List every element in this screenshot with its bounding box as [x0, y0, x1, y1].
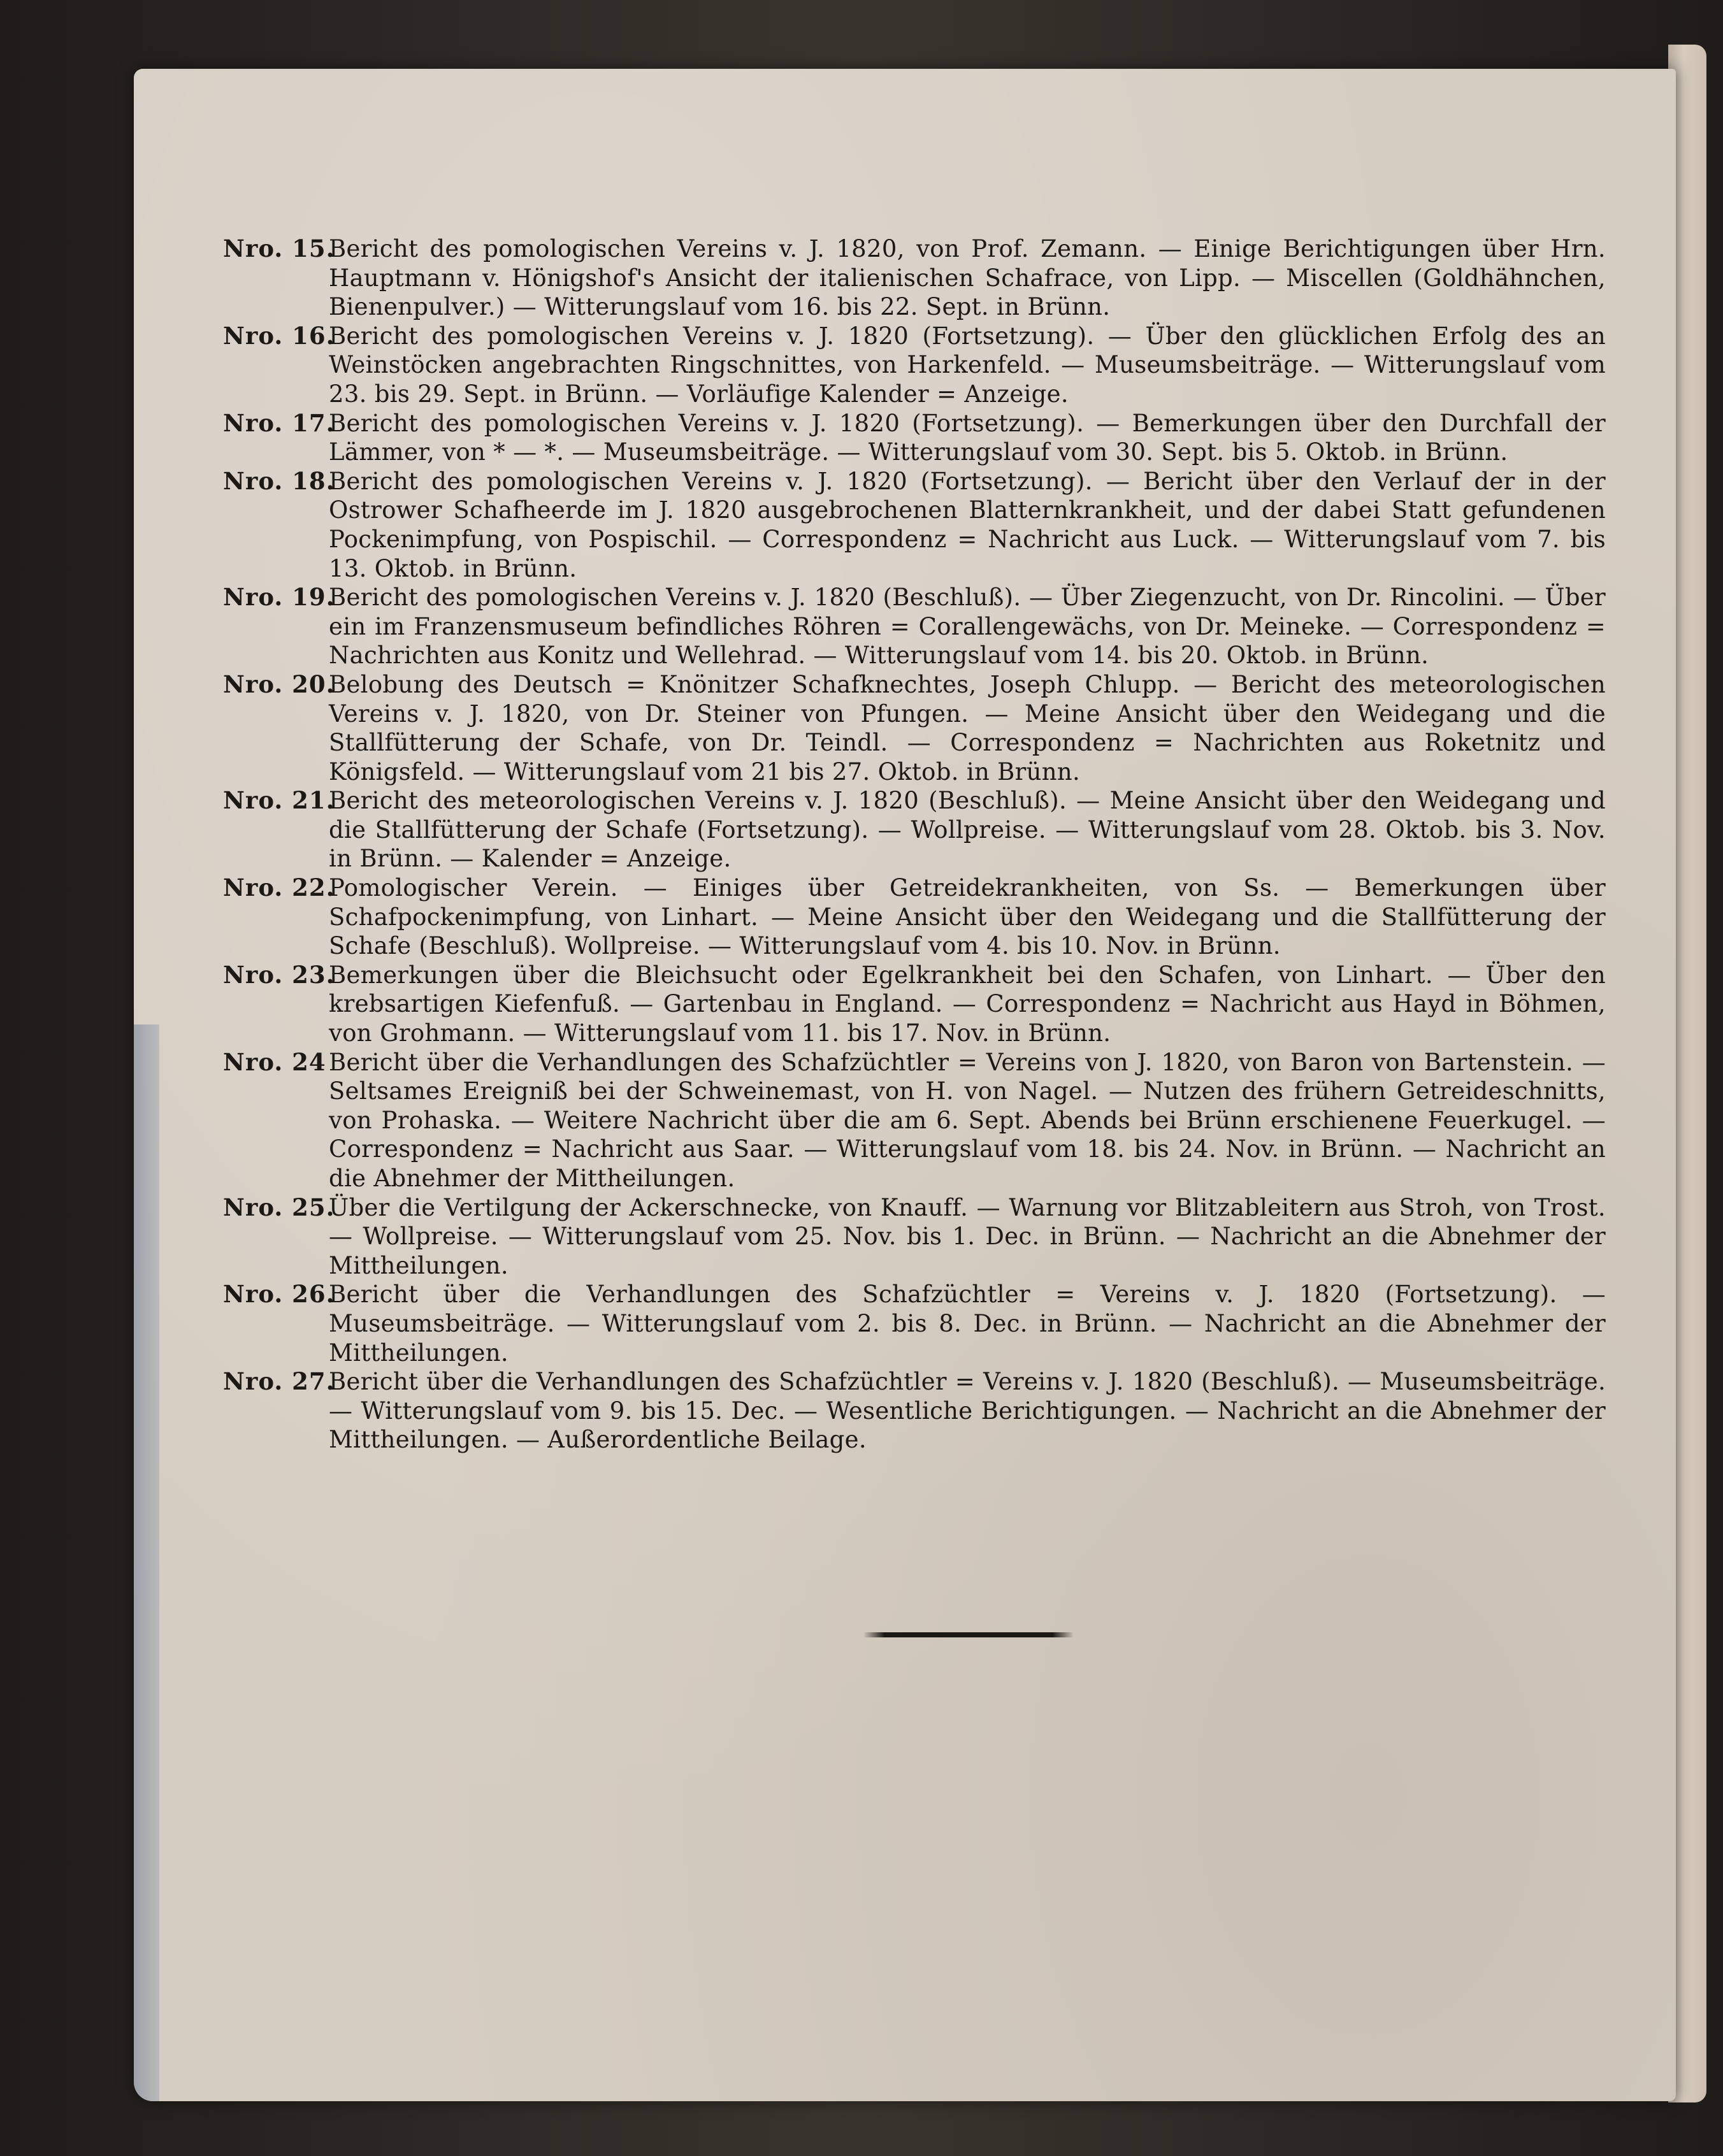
entry-text: Bemerkungen über die Bleichsucht oder Egelkrankheit bei den Schafen, von Linhart. — Über den krebsartigen Kiefenfuß. — Gartenbau in England. — Correspondenz = Nachricht aus Hayd in Böhmen, von Grohmann. — Witterungslauf vom 11. bis 17. Nov. in Brünn.: [329, 961, 1606, 1047]
entry-text: Bericht des meteorologischen Vereins v. J. 1820 (Beschluß). — Meine Ansicht über den Weidegang und die Stallfütterung der Schafe (Fortsetzung). — Wollpreise. — Witterungslauf vom 28. Oktob. bis 3. Nov. in Brünn. — Kalender = Anzeige.: [329, 787, 1606, 873]
entry-number: Nro. 15.: [223, 234, 335, 262]
toc-entry: [223, 1048, 1606, 1193]
entry-number: Nro. 18.: [223, 466, 335, 495]
closing-ornament-rule: [863, 1632, 1074, 1637]
entry-text: Bericht über die Verhandlungen des Schafzüchtler = Vereins von J. 1820, von Baron von Bartenstein. — Seltsames Ereigniß bei der Schweinemast, von H. von Nagel. — Nutzen des frühern Getreideschnitts, von Prohaska. — Weitere Nachricht über die am 6. Sept. Abends bei Brünn erschienene Feuerkugel. — Correspondenz = Nachricht aus Saar. — Witterungslauf vom 18. bis 24. Nov. in Brünn. — Nachricht an die Abnehmer der Mittheilungen.: [329, 1048, 1606, 1192]
entry-number: Nro. 22.: [223, 873, 335, 902]
entry-number: Nro. 25.: [223, 1193, 335, 1221]
entry-number: Nro. 17.: [223, 408, 335, 437]
entry-number: Nro. 19.: [223, 583, 335, 612]
entry-text: Über die Vertilgung der Ackerschnecke, von Knauff. — Warnung vor Blitzableitern aus Stroh, von Trost. — Wollpreise. — Witterungslauf vom 25. Nov. bis 1. Dec. in Brünn. — Nachricht an die Abnehmer der Mittheilungen.: [329, 1193, 1606, 1279]
entry-text: Bericht des pomologischen Vereins v. J. 1820 (Fortsetzung). — Bericht über den Verlauf der in der Ostrower Schafheerde im J. 1820 ausgebrochenen Blatternkrankheit, und der dabei Statt gefundenen Pockenimpfung, von Pospischil. — Correspondenz = Nachricht aus Luck. — Witterungslauf vom 7. bis 13. Oktob. in Brünn.: [329, 467, 1606, 582]
toc-entry: [223, 961, 1606, 1048]
toc-entry: [223, 409, 1606, 467]
entry-number: Nro. 20.: [223, 670, 335, 698]
toc-entry: [223, 583, 1606, 670]
entry-number: Nro. 23.: [223, 960, 335, 989]
entry-text: Bericht des pomologischen Vereins v. J. 1820, von Prof. Zemann. — Einige Berichtigungen über Hrn. Hauptmann v. Hönigshof's Ansicht der italienischen Schafrace, von Lipp. — Miscellen (Goldhähnchen, Bienenpulver.) — Witterungslauf vom 16. bis 22. Sept. in Brünn.: [329, 235, 1606, 321]
entry-number: Nro. 24: [223, 1047, 326, 1076]
entry-text: Bericht des pomologischen Vereins v. J. 1820 (Fortsetzung). — Bemerkungen über den Durchfall der Lämmer, von * — *. — Museumsbeiträge. — Witterungslauf vom 30. Sept. bis 5. Oktob. in Brünn.: [329, 409, 1606, 466]
entry-text: Belobung des Deutsch = Knönitzer Schafknechtes, Joseph Chlupp. — Bericht des meteorologischen Vereins v. J. 1820, von Dr. Steiner von Pfungen. — Meine Ansicht über den Weidegang und die Stallfütterung der Schafe, von Dr. Teindl. — Correspondenz = Nachrichten aus Roketnitz und Königsfeld. — Witterungslauf vom 21 bis 27. Oktob. in Brünn.: [329, 670, 1606, 786]
table-of-contents: [223, 234, 1606, 1455]
entry-text: Bericht über die Verhandlungen des Schafzüchtler = Vereins v. J. 1820 (Fortsetzung). — Museumsbeiträge. — Witterungslauf vom 2. bis 8. Dec. in Brünn. — Nachricht an die Abnehmer der Mittheilungen.: [329, 1281, 1606, 1367]
toc-entry: [223, 1193, 1606, 1281]
toc-entry: [223, 234, 1606, 322]
toc-entry: [223, 873, 1606, 961]
entry-text: Bericht des pomologischen Vereins v. J. 1820 (Fortsetzung). — Über den glücklichen Erfolg des an Weinstöcken angebrachten Ringschnittes, von Harkenfeld. — Museumsbeiträge. — Witterungslauf vom 23. bis 29. Sept. in Brünn. — Vorläufige Kalender = Anzeige.: [329, 322, 1606, 408]
entry-number: Nro. 26.: [223, 1280, 335, 1309]
entry-text: Bericht über die Verhandlungen des Schafzüchtler = Vereins v. J. 1820 (Beschluß). — Museumsbeiträge. — Witterungslauf vom 9. bis 15. Dec. — Wesentliche Berichtigungen. — Nachricht an die Abnehmer der Mittheilungen. — Außerordentliche Beilage.: [329, 1368, 1606, 1454]
toc-entry: [223, 1280, 1606, 1367]
toc-entry: [223, 322, 1606, 409]
entry-number: Nro. 21.: [223, 786, 335, 815]
toc-entry: [223, 467, 1606, 583]
entry-number: Nro. 16.: [223, 321, 335, 350]
toc-entry: [223, 1367, 1606, 1455]
toc-entry: [223, 670, 1606, 786]
page-edge-stain: [134, 1024, 159, 2101]
entry-text: Bericht des pomologischen Vereins v. J. 1820 (Beschluß). — Über Ziegenzucht, von Dr. Rincolini. — Über ein im Franzensmuseum befindliches Röhren = Corallengewächs, von Dr. Meineke. — Correspondenz = Nachrichten aus Konitz und Wellehrad. — Witterungslauf vom 14. bis 20. Oktob. in Brünn.: [329, 584, 1606, 670]
toc-entry: [223, 786, 1606, 873]
entry-number: Nro. 27.: [223, 1367, 335, 1396]
entry-text: Pomologischer Verein. — Einiges über Getreidekrankheiten, von Ss. — Bemerkungen über Schafpockenimpfung, von Linhart. — Meine Ansicht über den Weidegang und die Stallfütterung der Schafe (Beschluß). Wollpreise. — Witterungslauf vom 4. bis 10. Nov. in Brünn.: [329, 874, 1606, 960]
